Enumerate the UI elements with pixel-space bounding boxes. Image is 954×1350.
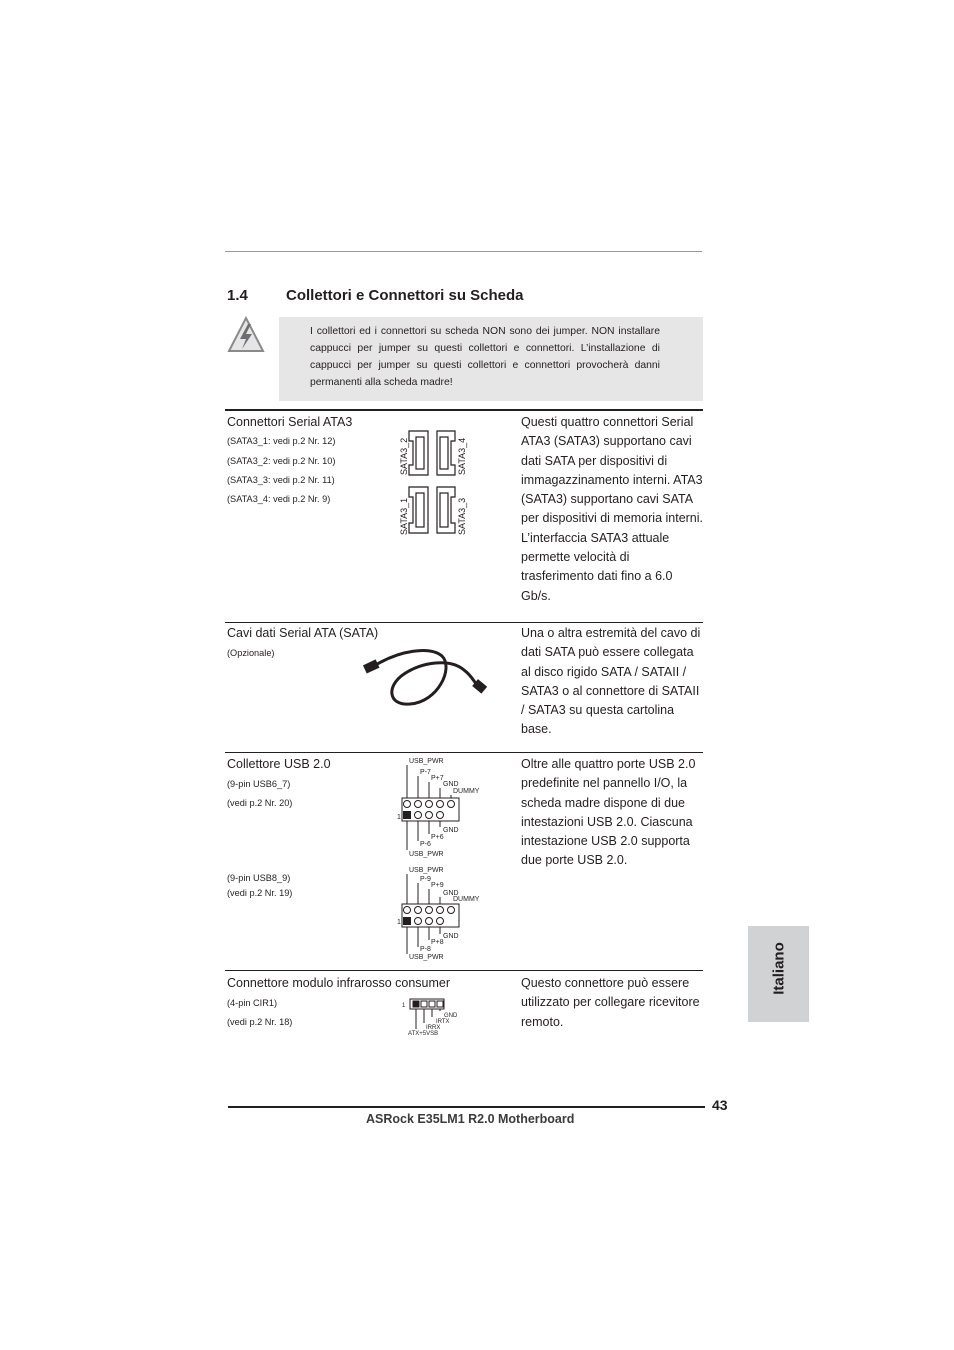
cir-atx-label: ATX+5VSB xyxy=(408,1031,439,1037)
usb2-gnd-bot: GND xyxy=(443,933,459,940)
cir-gnd-label: GND xyxy=(444,1013,458,1019)
cir-ref-1: (4-pin CIR1) xyxy=(227,998,278,1008)
cable-note: (Opzionale) xyxy=(227,648,275,658)
warning-text: I collettori ed i connettori su scheda NON sono dei jumper. NON installare cappucci per jumper su questi collettori e connettori. L’installazione di cappucci per jumper su questi collettori e connettori provocherà danni permanenti alla scheda madre! xyxy=(310,326,660,388)
usb-header-1-diagram xyxy=(395,755,495,860)
cir-pin1: 1 xyxy=(402,1003,406,1009)
usb1-dummy: DUMMY xyxy=(453,788,480,795)
section-title: Collettori e Connettori su Scheda xyxy=(286,287,524,304)
sata-ref-1: (SATA3_1: vedi p.2 Nr. 12) xyxy=(227,436,336,446)
usb-ref-2a: (9-pin USB8_9) xyxy=(227,873,291,883)
usb1-pp-top: P+7 xyxy=(431,775,444,782)
language-tab-label: Italiano xyxy=(770,942,788,995)
section-number: 1.4 xyxy=(227,287,248,304)
cable-description: Una o altra estremità del cavo di dati SATA può essere collegata al disco rigido SATA / SATAII / SATA3 o al connettore di SATAII / SATA3 su questa cartolina base. xyxy=(521,626,701,737)
footer-text: ASRock E35LM1 R2.0 Motherboard xyxy=(366,1112,575,1126)
sata-ref-2: (SATA3_2: vedi p.2 Nr. 10) xyxy=(227,456,336,466)
usb-ref-2b: (vedi p.2 Nr. 19) xyxy=(227,888,293,898)
sata-description: Questi quattro connettori Serial ATA3 (SATA3) supportano cavi dati SATA per dispositivi di immagazzinamento interni. ATA3 (SATA3) supportano cavi SATA per dispositivi di memoria interni. L’interfaccia SATA3 attuale permette velocità di trasferimento dati fino a 6.0 Gb/s. xyxy=(521,415,704,603)
cable-rule xyxy=(225,622,703,623)
sata3-2-label: SATA3_2 xyxy=(399,437,409,475)
sata-connectors-diagram xyxy=(395,425,475,540)
usb2-gnd-top: GND xyxy=(443,890,459,897)
cir-irtx-label: IRTX xyxy=(436,1019,450,1025)
usb-ref-1a: (9-pin USB6_7) xyxy=(227,779,291,789)
sata3-4-label: SATA3_4 xyxy=(457,437,467,475)
usb1-top-label: USB_PWR xyxy=(409,758,444,765)
footer-rule xyxy=(228,1106,705,1108)
sata-ref-4: (SATA3_4: vedi p.2 Nr. 9) xyxy=(227,494,331,504)
usb1-p-bot: P-6 xyxy=(420,841,431,848)
usb2-bottom-label: USB_PWR xyxy=(409,954,444,961)
usb2-pp-bot: P+8 xyxy=(431,939,444,946)
cir-rule xyxy=(225,970,703,971)
cable-title: Cavi dati Serial ATA (SATA) xyxy=(227,626,379,640)
usb1-pp-bot: P+6 xyxy=(431,834,444,841)
cir-irrx-label: IRRX xyxy=(426,1025,441,1031)
sata-cable-image xyxy=(360,642,490,710)
usb2-dummy: DUMMY xyxy=(453,896,480,903)
usb2-pin1: 1 xyxy=(397,919,401,926)
usb1-pin1: 1 xyxy=(397,814,401,821)
usb2-p-top: P-9 xyxy=(420,876,431,883)
warning-triangle-icon xyxy=(225,314,267,359)
usb-rule xyxy=(225,752,703,753)
sata-title: Connettori Serial ATA3 xyxy=(227,415,353,429)
cir-ref-2: (vedi p.2 Nr. 18) xyxy=(227,1017,293,1027)
usb1-bottom-label: USB_PWR xyxy=(409,851,444,858)
page-number: 43 xyxy=(712,1097,728,1113)
usb-ref-1b: (vedi p.2 Nr. 20) xyxy=(227,798,293,808)
sata3-1-label: SATA3_1 xyxy=(399,497,409,535)
usb-header-2-diagram xyxy=(395,864,495,964)
usb2-top-label: USB_PWR xyxy=(409,867,444,874)
usb1-p-top: P-7 xyxy=(420,769,431,776)
top-rule xyxy=(225,251,702,252)
usb2-pp-top: P+9 xyxy=(431,882,444,889)
cir-title: Connettore modulo infrarosso consumer xyxy=(227,976,451,990)
cir-header-diagram xyxy=(400,995,480,1037)
usb1-gnd-bot: GND xyxy=(443,827,459,834)
usb-description: Oltre alle quattro porte USB 2.0 predefinite nel pannello I/O, la scheda madre dispone di due intestazioni USB 2.0. Ciascuna intestazione USB 2.0 supporta due porte USB 2.0. xyxy=(521,757,696,868)
usb1-gnd-top: GND xyxy=(443,781,459,788)
sata-ref-3: (SATA3_3: vedi p.2 Nr. 11) xyxy=(227,475,335,485)
usb-title: Collettore USB 2.0 xyxy=(227,757,331,771)
cir-description: Questo connettore può essere utilizzato per collegare ricevitore remoto. xyxy=(521,976,700,1029)
usb2-p-bot: P-8 xyxy=(420,946,431,953)
sata3-3-label: SATA3_3 xyxy=(457,497,467,535)
sata-rule xyxy=(225,409,703,411)
